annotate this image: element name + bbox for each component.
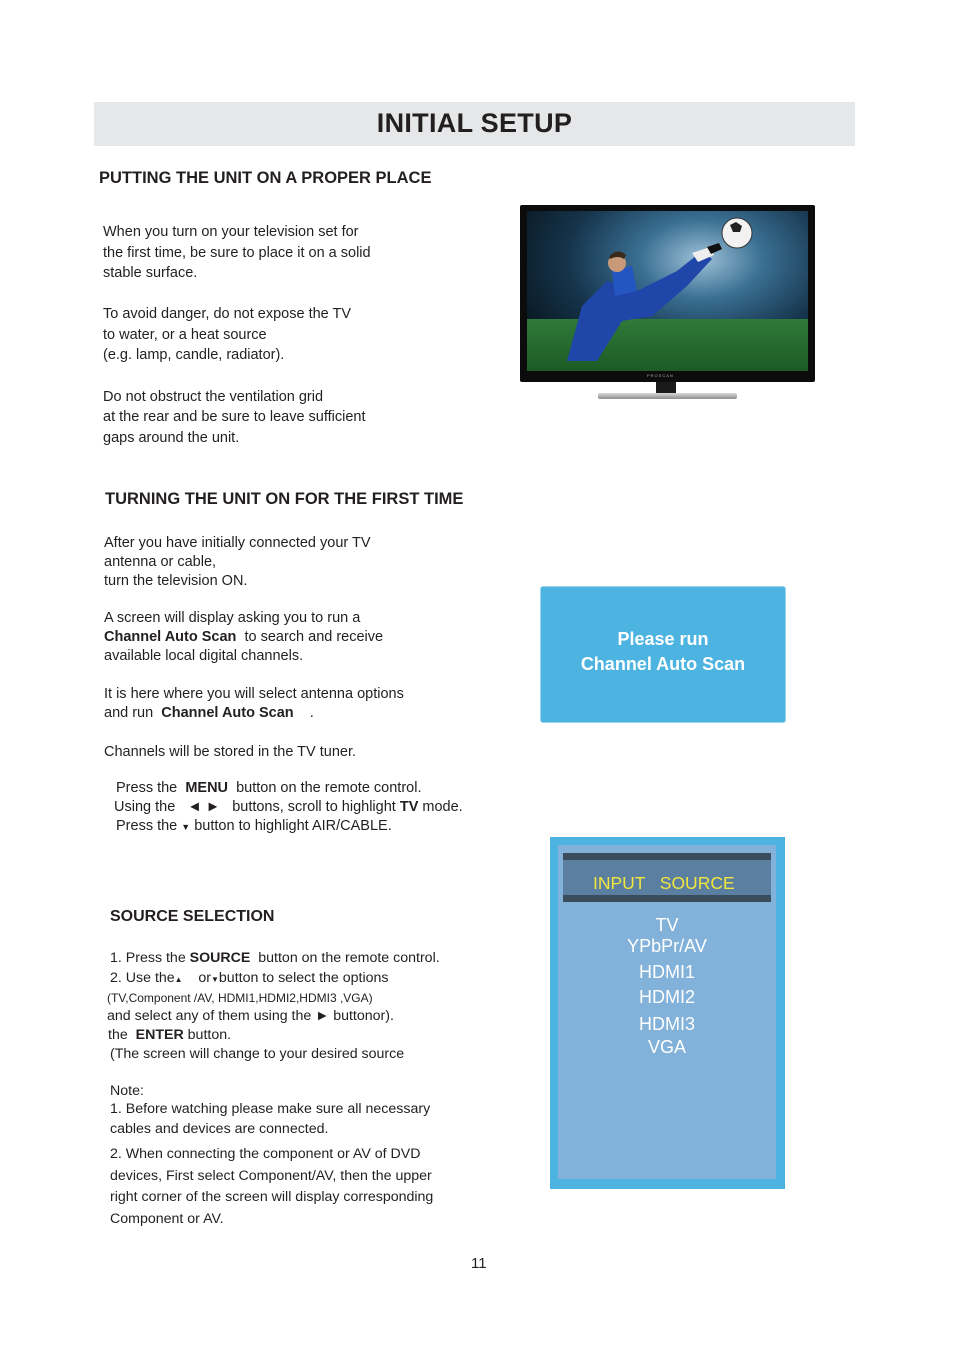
note-line: devices, First select Component/AV, then the upper	[110, 1167, 432, 1184]
text-span: Press the	[116, 780, 178, 796]
input-source-screen	[550, 837, 785, 1189]
text-bold: ENTER	[135, 1027, 184, 1043]
text-span: button on the remote control.	[236, 780, 422, 796]
text-line: When you turn on your television set for	[103, 224, 359, 240]
source-steps	[110, 948, 440, 990]
source-option-tv[interactable]: TV	[655, 915, 679, 935]
down-arrow-icon: ▼	[181, 822, 191, 832]
note-line: cables and devices are connected.	[110, 1120, 329, 1137]
text-bold: Channel Auto Scan	[161, 705, 294, 721]
title-bar	[94, 102, 855, 146]
text-span: 1. Press the	[110, 950, 186, 966]
text-span: mode.	[422, 799, 463, 815]
note-line: 1. Before watching please make sure all necessary	[110, 1101, 431, 1117]
text-line: It is here where you will select antenna options	[104, 686, 404, 702]
tv-brand-logo: PROSCAN	[647, 373, 674, 378]
text-span: button.	[187, 1027, 232, 1043]
text-line: to water, or a heat source	[103, 326, 267, 343]
scan-line: Please run	[617, 629, 709, 649]
tuner-text: Channels will be stored in the TV tuner.	[104, 744, 357, 760]
tv-image	[520, 205, 815, 382]
note-1	[110, 1100, 430, 1139]
text-line: To avoid danger, do not expose the TV	[103, 306, 352, 322]
source-options: (TV,Component /AV, HDMI1,HDMI2,HDMI3 ,VGA)	[107, 991, 373, 1005]
text-bold: SOURCE	[189, 950, 251, 966]
source-option-vga[interactable]: VGA	[647, 1037, 686, 1057]
menu-instructions	[114, 779, 463, 837]
note-line: right corner of the screen will display corresponding	[110, 1189, 434, 1205]
page-title: INITIAL SETUP	[376, 108, 573, 138]
note-2	[110, 1144, 433, 1230]
text-span: buttons, scroll to highlight	[232, 799, 396, 815]
input-source-menu	[558, 845, 776, 1179]
left-right-arrows-icon: ◄ ►	[187, 799, 221, 815]
text-span: 2. Use the	[110, 970, 175, 986]
auto-scan-text	[104, 609, 383, 666]
text-span: button to highlight AIR/CABLE.	[194, 818, 392, 834]
up-arrow-icon: ▲	[174, 975, 183, 984]
text-line: and select any of them using the ► buttonor).	[107, 1008, 394, 1024]
football-player-illustration	[527, 211, 808, 371]
text-line: turn the television ON.	[104, 573, 248, 589]
text-line: available local digital channels.	[104, 648, 304, 664]
text-span: the	[108, 1027, 128, 1043]
text-bold: MENU	[185, 780, 229, 796]
text-line: stable surface.	[103, 265, 198, 281]
text-span: button to select the options	[218, 970, 389, 986]
text-line: After you have initially connected your TV	[104, 535, 371, 551]
text-span: and run	[104, 705, 154, 721]
source-change-text: (The screen will change to your desired source	[110, 1046, 405, 1062]
source-option-hdmi1[interactable]: HDMI1	[638, 962, 695, 982]
input-source-title: INPUT SOURCE	[593, 873, 735, 893]
section-heading-first-time: TURNING THE UNIT ON FOR THE FIRST TIME	[105, 490, 464, 508]
text-span: Using the	[114, 799, 176, 815]
text-line: A screen will display asking you to run a	[104, 610, 361, 626]
source-option-hdmi3[interactable]: HDMI3	[638, 1014, 695, 1034]
section-heading-source: SOURCE SELECTION	[110, 908, 275, 925]
scan-line: Channel Auto Scan	[580, 654, 746, 674]
tv-stand-base	[598, 393, 737, 399]
text-line: the first time, be sure to place it on a solid	[103, 244, 371, 261]
auto-scan-message	[541, 627, 785, 677]
placement-text	[103, 222, 371, 448]
header-divider	[563, 895, 771, 902]
text-span: .	[309, 705, 314, 721]
source-option-hdmi2[interactable]: HDMI2	[638, 987, 695, 1007]
antenna-text	[104, 685, 404, 723]
section-heading-placement: PUTTING THE UNIT ON A PROPER PLACE	[99, 169, 432, 187]
text-line: at the rear and be sure to leave sufficient	[103, 409, 366, 425]
text-line: antenna or cable,	[104, 554, 217, 570]
text-line: (e.g. lamp, candle, radiator).	[103, 347, 285, 363]
input-source-header	[563, 853, 771, 902]
text-span: or	[198, 970, 211, 986]
note-line: Component or AV.	[110, 1210, 224, 1227]
auto-scan-screen	[540, 586, 786, 723]
source-steps-2	[107, 1007, 394, 1045]
down-arrow-icon: ▼	[211, 975, 219, 984]
page-number: 11	[471, 1255, 487, 1272]
tv-screen	[527, 211, 808, 371]
text-span: button on the remote control.	[258, 950, 440, 966]
source-option-ypbpr-av[interactable]: YPbPr/AV	[627, 936, 707, 956]
first-time-text	[104, 534, 371, 591]
text-span: to search and receive	[244, 629, 384, 645]
note-line: 2. When connecting the component or AV of DVD	[110, 1146, 421, 1162]
text-span: Press the	[116, 818, 178, 834]
text-bold: TV	[399, 799, 419, 815]
header-divider	[563, 853, 771, 860]
note-label: Note:	[110, 1083, 144, 1099]
text-line: Do not obstruct the ventilation grid	[103, 388, 324, 405]
text-line: gaps around the unit.	[103, 429, 240, 446]
text-bold: Channel Auto Scan	[104, 629, 237, 645]
